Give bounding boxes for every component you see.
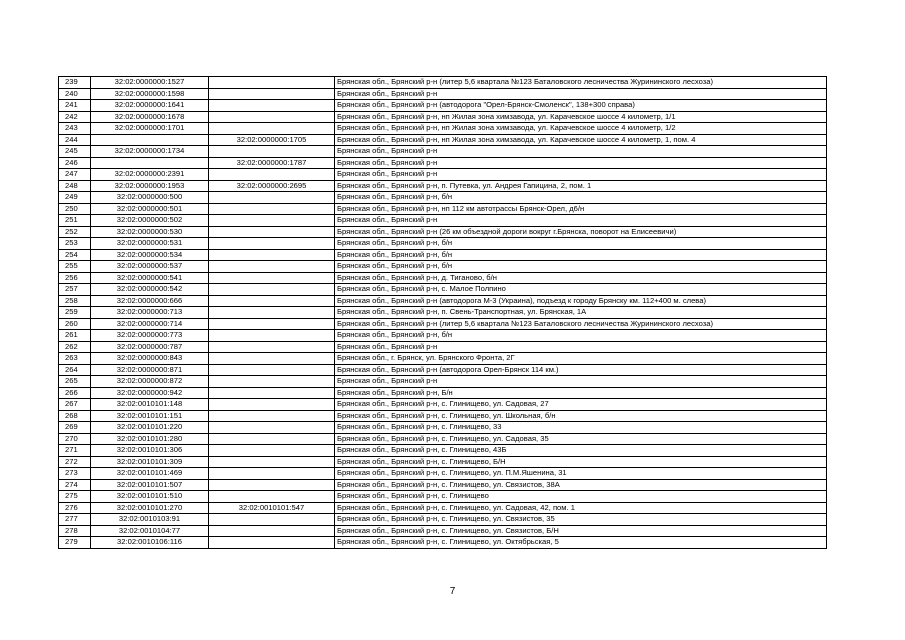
- row-number-cell: 278: [59, 525, 91, 537]
- row-number-cell: 256: [59, 272, 91, 284]
- table-row: [59, 525, 827, 537]
- row-number-cell: 247: [59, 169, 91, 181]
- address-cell: Брянская обл., Брянский р-н, п. Свень-Транспортная, ул. Брянская, 1А: [335, 307, 827, 319]
- related-cadastral-number-cell: [209, 249, 335, 261]
- row-number-cell: 268: [59, 410, 91, 422]
- related-cadastral-number-cell: [209, 111, 335, 123]
- cadastral-number-cell: 32:02:0010106:116: [91, 537, 209, 549]
- related-cadastral-number-cell: [209, 215, 335, 227]
- row-number-cell: 249: [59, 192, 91, 204]
- table-row: [59, 468, 827, 480]
- related-cadastral-number-cell: 32:02:0000000:1705: [209, 134, 335, 146]
- table-row: [59, 307, 827, 319]
- address-cell: Брянская обл., Брянский р-н, б/н: [335, 261, 827, 273]
- related-cadastral-number-cell: [209, 491, 335, 503]
- related-cadastral-number-cell: [209, 100, 335, 112]
- table-row: [59, 399, 827, 411]
- table-row: [59, 215, 827, 227]
- cadastral-number-cell: 32:02:0000000:501: [91, 203, 209, 215]
- related-cadastral-number-cell: [209, 410, 335, 422]
- address-cell: Брянская обл., Брянский р-н: [335, 169, 827, 181]
- address-cell: Брянская обл., Брянский р-н: [335, 157, 827, 169]
- related-cadastral-number-cell: [209, 169, 335, 181]
- table-row: [59, 88, 827, 100]
- related-cadastral-number-cell: [209, 468, 335, 480]
- row-number-cell: 261: [59, 330, 91, 342]
- row-number-cell: 259: [59, 307, 91, 319]
- cadastral-table: [58, 76, 827, 549]
- cadastral-number-cell: 32:02:0000000:541: [91, 272, 209, 284]
- table-row: [59, 203, 827, 215]
- cadastral-number-cell: 32:02:0000000:871: [91, 364, 209, 376]
- table-row: [59, 226, 827, 238]
- row-number-cell: 274: [59, 479, 91, 491]
- row-number-cell: 250: [59, 203, 91, 215]
- row-number-cell: 240: [59, 88, 91, 100]
- row-number-cell: 275: [59, 491, 91, 503]
- table-row: [59, 479, 827, 491]
- address-cell: Брянская обл., Брянский р-н, с. Глинищево, ул. Связистов, 38А: [335, 479, 827, 491]
- address-cell: Брянская обл., Брянский р-н (26 км объездной дороги вокруг г.Брянска, поворот на Елисеевичи): [335, 226, 827, 238]
- table-row: [59, 410, 827, 422]
- table-row: [59, 387, 827, 399]
- address-cell: Брянская обл., Брянский р-н, с. Глинищево, ул. Садовая, 27: [335, 399, 827, 411]
- related-cadastral-number-cell: 32:02:0000000:2695: [209, 180, 335, 192]
- row-number-cell: 262: [59, 341, 91, 353]
- row-number-cell: 254: [59, 249, 91, 261]
- table-row: [59, 433, 827, 445]
- table-row: [59, 295, 827, 307]
- related-cadastral-number-cell: [209, 88, 335, 100]
- related-cadastral-number-cell: [209, 192, 335, 204]
- cadastral-number-cell: 32:02:0010101:306: [91, 445, 209, 457]
- cadastral-number-cell: 32:02:0000000:872: [91, 376, 209, 388]
- related-cadastral-number-cell: [209, 525, 335, 537]
- row-number-cell: 242: [59, 111, 91, 123]
- cadastral-number-cell: 32:02:0000000:714: [91, 318, 209, 330]
- row-number-cell: 265: [59, 376, 91, 388]
- row-number-cell: 279: [59, 537, 91, 549]
- cadastral-number-cell: 32:02:0000000:1953: [91, 180, 209, 192]
- table-row: [59, 537, 827, 549]
- related-cadastral-number-cell: [209, 341, 335, 353]
- table-row: [59, 134, 827, 146]
- table-row: [59, 111, 827, 123]
- table-row: [59, 100, 827, 112]
- address-cell: Брянская обл., Брянский р-н: [335, 341, 827, 353]
- related-cadastral-number-cell: [209, 77, 335, 89]
- related-cadastral-number-cell: [209, 261, 335, 273]
- table-row: [59, 180, 827, 192]
- address-cell: Брянская обл., Брянский р-н, с. Глинищево, 43Б: [335, 445, 827, 457]
- cadastral-number-cell: 32:02:0000000:773: [91, 330, 209, 342]
- table-row: [59, 272, 827, 284]
- cadastral-number-cell: 32:02:0000000:500: [91, 192, 209, 204]
- row-number-cell: 277: [59, 514, 91, 526]
- address-cell: Брянская обл., Брянский р-н, б/н: [335, 330, 827, 342]
- row-number-cell: 239: [59, 77, 91, 89]
- row-number-cell: 270: [59, 433, 91, 445]
- address-cell: Брянская обл., Брянский р-н, б/н: [335, 249, 827, 261]
- row-number-cell: 251: [59, 215, 91, 227]
- related-cadastral-number-cell: 32:02:0000000:1787: [209, 157, 335, 169]
- related-cadastral-number-cell: [209, 422, 335, 434]
- row-number-cell: 253: [59, 238, 91, 250]
- cadastral-number-cell: 32:02:0000000:843: [91, 353, 209, 365]
- related-cadastral-number-cell: [209, 226, 335, 238]
- address-cell: Брянская обл., Брянский р-н (автодорога "Орел-Брянск-Смоленск", 138+300 справа): [335, 100, 827, 112]
- table-row: [59, 169, 827, 181]
- related-cadastral-number-cell: [209, 272, 335, 284]
- table-row: [59, 261, 827, 273]
- address-cell: Брянская обл., Брянский р-н: [335, 88, 827, 100]
- related-cadastral-number-cell: [209, 537, 335, 549]
- related-cadastral-number-cell: [209, 146, 335, 158]
- cadastral-number-cell: 32:02:0000000:1598: [91, 88, 209, 100]
- address-cell: Брянская обл., Брянский р-н: [335, 146, 827, 158]
- address-cell: Брянская обл., Брянский р-н, с. Глинищево, Б/Н: [335, 456, 827, 468]
- related-cadastral-number-cell: [209, 376, 335, 388]
- table-row: [59, 330, 827, 342]
- row-number-cell: 257: [59, 284, 91, 296]
- cadastral-number-cell: 32:02:0010101:469: [91, 468, 209, 480]
- related-cadastral-number-cell: [209, 203, 335, 215]
- related-cadastral-number-cell: [209, 399, 335, 411]
- cadastral-number-cell: 32:02:0010103:91: [91, 514, 209, 526]
- cadastral-number-cell: 32:02:0000000:542: [91, 284, 209, 296]
- table-row: [59, 502, 827, 514]
- address-cell: Брянская обл., Брянский р-н, нп Жилая зона химзавода, ул. Карачевское шоссе 4 километр, 1/2: [335, 123, 827, 135]
- address-cell: Брянская обл., г. Брянск, ул. Брянского Фронта, 2Г: [335, 353, 827, 365]
- cadastral-number-cell: 32:02:0000000:942: [91, 387, 209, 399]
- address-cell: Брянская обл., Брянский р-н (автодорога Орел-Брянск 114 км.): [335, 364, 827, 376]
- related-cadastral-number-cell: [209, 295, 335, 307]
- row-number-cell: 263: [59, 353, 91, 365]
- address-cell: Брянская обл., Брянский р-н (литер 5,6 квартала №123 Баталовского лесничества Журининского лесхоза): [335, 318, 827, 330]
- cadastral-number-cell: 32:02:0000000:666: [91, 295, 209, 307]
- table-row: [59, 249, 827, 261]
- cadastral-number-cell: 32:02:0000000:531: [91, 238, 209, 250]
- cadastral-number-cell: 32:02:0010101:148: [91, 399, 209, 411]
- address-cell: Брянская обл., Брянский р-н, б/н: [335, 192, 827, 204]
- address-cell: Брянская обл., Брянский р-н (автодорога М-3 (Украина), подъезд к городу Брянску км. 112+400 м. слева): [335, 295, 827, 307]
- cadastral-number-cell: 32:02:0010104:77: [91, 525, 209, 537]
- address-cell: Брянская обл., Брянский р-н, нп Жилая зона химзавода, ул. Карачевское шоссе 4 километр, 1/1: [335, 111, 827, 123]
- row-number-cell: 264: [59, 364, 91, 376]
- address-cell: Брянская обл., Брянский р-н, с. Глинищево: [335, 491, 827, 503]
- table-row: [59, 238, 827, 250]
- row-number-cell: 252: [59, 226, 91, 238]
- row-number-cell: 258: [59, 295, 91, 307]
- cadastral-number-cell: 32:02:0010101:280: [91, 433, 209, 445]
- related-cadastral-number-cell: [209, 387, 335, 399]
- address-cell: Брянская обл., Брянский р-н: [335, 215, 827, 227]
- row-number-cell: 276: [59, 502, 91, 514]
- related-cadastral-number-cell: [209, 284, 335, 296]
- row-number-cell: 244: [59, 134, 91, 146]
- address-cell: Брянская обл., Брянский р-н, б/н: [335, 238, 827, 250]
- row-number-cell: 272: [59, 456, 91, 468]
- cadastral-number-cell: 32:02:0000000:1701: [91, 123, 209, 135]
- table-row: [59, 456, 827, 468]
- cadastral-number-cell: 32:02:0000000:537: [91, 261, 209, 273]
- cadastral-number-cell: 32:02:0000000:713: [91, 307, 209, 319]
- table-row: [59, 422, 827, 434]
- table-row: [59, 376, 827, 388]
- related-cadastral-number-cell: [209, 445, 335, 457]
- related-cadastral-number-cell: [209, 514, 335, 526]
- related-cadastral-number-cell: [209, 123, 335, 135]
- page-number: 7: [449, 586, 456, 597]
- row-number-cell: 269: [59, 422, 91, 434]
- related-cadastral-number-cell: [209, 479, 335, 491]
- cadastral-number-cell: [91, 157, 209, 169]
- cadastral-number-cell: 32:02:0010101:510: [91, 491, 209, 503]
- table-row: [59, 341, 827, 353]
- address-cell: Брянская обл., Брянский р-н, п. Путевка, ул. Андрея Гапицина, 2, пом. 1: [335, 180, 827, 192]
- address-cell: Брянская обл., Брянский р-н: [335, 376, 827, 388]
- table-row: [59, 284, 827, 296]
- row-number-cell: 273: [59, 468, 91, 480]
- table-row: [59, 353, 827, 365]
- table-row: [59, 192, 827, 204]
- row-number-cell: 255: [59, 261, 91, 273]
- address-cell: Брянская обл., Брянский р-н, с. Глинищево, 33: [335, 422, 827, 434]
- table-row: [59, 123, 827, 135]
- address-cell: Брянская обл., Брянский р-н, с. Глинищево, ул. П.М.Яшенина, 31: [335, 468, 827, 480]
- cadastral-number-cell: 32:02:0010101:270: [91, 502, 209, 514]
- cadastral-number-cell: 32:02:0000000:1734: [91, 146, 209, 158]
- cadastral-number-cell: 32:02:0000000:1641: [91, 100, 209, 112]
- table-row: [59, 364, 827, 376]
- address-cell: Брянская обл., Брянский р-н, с. Глинищево, ул. Садовая, 42, пом. 1: [335, 502, 827, 514]
- cadastral-number-cell: 32:02:0000000:2391: [91, 169, 209, 181]
- cadastral-number-cell: [91, 134, 209, 146]
- cadastral-number-cell: 32:02:0010101:220: [91, 422, 209, 434]
- cadastral-number-cell: 32:02:0000000:1527: [91, 77, 209, 89]
- row-number-cell: 248: [59, 180, 91, 192]
- address-cell: Брянская обл., Брянский р-н (литер 5,6 квартала №123 Баталовского лесничества Журининского лесхоза): [335, 77, 827, 89]
- related-cadastral-number-cell: [209, 364, 335, 376]
- table-row: [59, 318, 827, 330]
- table-row: [59, 445, 827, 457]
- table-row: [59, 146, 827, 158]
- address-cell: Брянская обл., Брянский р-н, с. Глинищево, ул. Связистов, Б/Н: [335, 525, 827, 537]
- address-cell: Брянская обл., Брянский р-н, Б/н: [335, 387, 827, 399]
- cadastral-number-cell: 32:02:0010101:151: [91, 410, 209, 422]
- address-cell: Брянская обл., Брянский р-н, с. Глинищево, ул. Школьная, б/н: [335, 410, 827, 422]
- row-number-cell: 243: [59, 123, 91, 135]
- address-cell: Брянская обл., Брянский р-н, нп 112 км автотрассы Брянск-Орел, д6/н: [335, 203, 827, 215]
- related-cadastral-number-cell: [209, 456, 335, 468]
- table-row: [59, 157, 827, 169]
- cadastral-table-wrapper: [58, 76, 826, 549]
- related-cadastral-number-cell: [209, 318, 335, 330]
- row-number-cell: 246: [59, 157, 91, 169]
- cadastral-number-cell: 32:02:0000000:502: [91, 215, 209, 227]
- row-number-cell: 267: [59, 399, 91, 411]
- address-cell: Брянская обл., Брянский р-н, с. Малое Полпино: [335, 284, 827, 296]
- row-number-cell: 245: [59, 146, 91, 158]
- related-cadastral-number-cell: [209, 238, 335, 250]
- cadastral-number-cell: 32:02:0000000:787: [91, 341, 209, 353]
- related-cadastral-number-cell: [209, 330, 335, 342]
- row-number-cell: 260: [59, 318, 91, 330]
- cadastral-number-cell: 32:02:0000000:1678: [91, 111, 209, 123]
- related-cadastral-number-cell: [209, 433, 335, 445]
- cadastral-number-cell: 32:02:0000000:530: [91, 226, 209, 238]
- address-cell: Брянская обл., Брянский р-н, с. Глинищево, ул. Связистов, 35: [335, 514, 827, 526]
- table-body: [59, 77, 827, 549]
- row-number-cell: 271: [59, 445, 91, 457]
- related-cadastral-number-cell: [209, 353, 335, 365]
- related-cadastral-number-cell: [209, 307, 335, 319]
- related-cadastral-number-cell: 32:02:0010101:547: [209, 502, 335, 514]
- address-cell: Брянская обл., Брянский р-н, нп Жилая зона химзавода, ул. Карачевское шоссе 4 километр, 1, пом. 4: [335, 134, 827, 146]
- cadastral-number-cell: 32:02:0000000:534: [91, 249, 209, 261]
- address-cell: Брянская обл., Брянский р-н, с. Глинищево, ул. Садовая, 35: [335, 433, 827, 445]
- cadastral-number-cell: 32:02:0010101:507: [91, 479, 209, 491]
- address-cell: Брянская обл., Брянский р-н, с. Глинищево, ул. Октябрьская, 5: [335, 537, 827, 549]
- address-cell: Брянская обл., Брянский р-н, д. Тиганово, б/н: [335, 272, 827, 284]
- table-row: [59, 491, 827, 503]
- cadastral-number-cell: 32:02:0010101:309: [91, 456, 209, 468]
- table-row: [59, 77, 827, 89]
- row-number-cell: 241: [59, 100, 91, 112]
- table-row: [59, 514, 827, 526]
- row-number-cell: 266: [59, 387, 91, 399]
